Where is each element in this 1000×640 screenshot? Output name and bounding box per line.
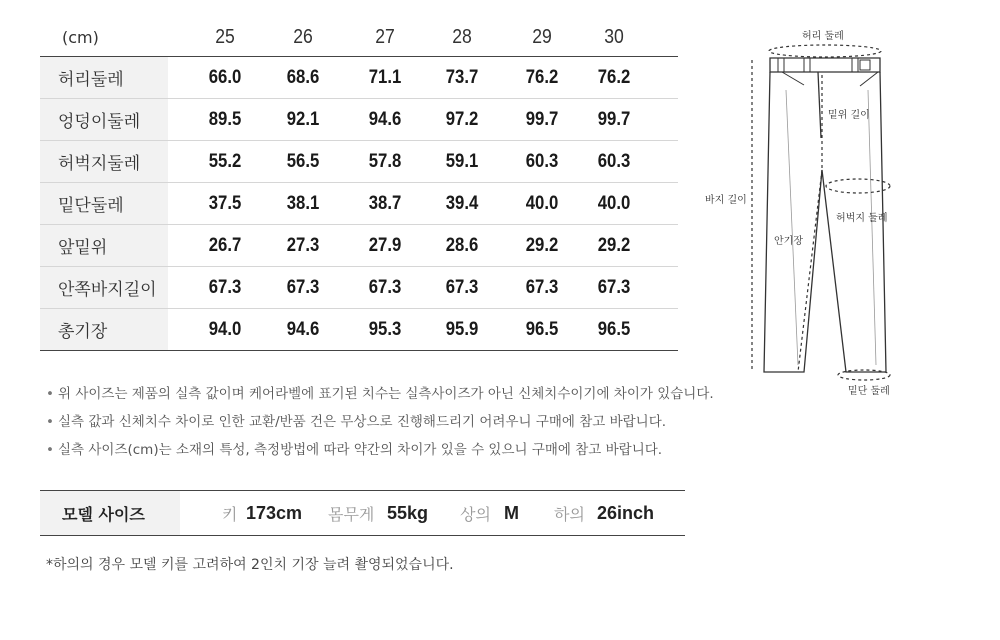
- table-cell: 67.3: [445, 276, 479, 298]
- table-cell: 76.2: [525, 66, 559, 88]
- table-cell: 27.3: [286, 234, 320, 256]
- table-cell: 94.6: [368, 108, 402, 130]
- table-cell: 96.5: [525, 318, 559, 340]
- model-height-value: 173cm: [246, 502, 303, 523]
- table-cell: 94.6: [286, 318, 320, 340]
- table-cell: 66.0: [208, 66, 242, 88]
- diagram-label-waist: 허리 둘레: [802, 31, 844, 42]
- table-cell: 27.9: [368, 234, 402, 256]
- table-cell: 99.7: [597, 108, 631, 130]
- table-row-front-rise: [40, 225, 678, 267]
- size-col-30: 30: [604, 25, 624, 48]
- row-label: 엉덩이둘레: [40, 99, 168, 140]
- table-cell: 67.3: [208, 276, 242, 298]
- row-label: 허벅지둘레: [40, 141, 168, 182]
- table-cell: 40.0: [597, 192, 631, 214]
- note-item: • 실측 값과 신체치수 차이로 인한 교환/반품 건은 무상으로 진행해드리기 어려우니 구매에 참고 바랍니다.: [46, 412, 714, 440]
- table-cell: 38.1: [286, 192, 320, 214]
- table-cell: 37.5: [208, 192, 242, 214]
- diagram-label-thigh: 허벅지 둘레: [836, 213, 888, 224]
- table-row-total-length: [40, 309, 678, 351]
- table-cell: 56.5: [286, 150, 320, 172]
- table-cell: 68.6: [286, 66, 320, 88]
- model-weight-value: 55kg: [387, 502, 429, 523]
- table-row-hip: [40, 99, 678, 141]
- size-col-27: 27: [375, 25, 395, 48]
- table-cell: 29.2: [597, 234, 631, 256]
- table-cell: 95.3: [368, 318, 402, 340]
- model-weight-key: 몸무게: [328, 504, 375, 524]
- table-cell: 67.3: [597, 276, 631, 298]
- table-cell: 57.8: [368, 150, 402, 172]
- model-bottom-value: 26inch: [597, 502, 655, 523]
- diagram-label-length: 바지 길이: [705, 195, 747, 206]
- row-label: 총기장: [40, 309, 168, 350]
- table-row-thigh: [40, 141, 678, 183]
- row-label: 밑단둘레: [40, 183, 168, 224]
- size-table: [40, 18, 678, 351]
- table-cell: 97.2: [445, 108, 479, 130]
- row-label: 허리둘레: [40, 57, 168, 98]
- model-bottom-key: 하의: [554, 504, 585, 524]
- table-cell: 94.0: [208, 318, 242, 340]
- size-header-row: [40, 18, 678, 57]
- diagram-label-hem: 밑단 둘레: [848, 386, 890, 397]
- table-cell: 40.0: [525, 192, 559, 214]
- model-height-key: 키: [222, 504, 238, 524]
- table-cell: 55.2: [208, 150, 242, 172]
- footnote: *하의의 경우 모델 키를 고려하여 2인치 기장 늘려 촬영되었습니다.: [46, 557, 454, 573]
- table-cell: 60.3: [525, 150, 559, 172]
- size-col-26: 26: [293, 25, 313, 48]
- table-cell: 92.1: [286, 108, 320, 130]
- table-cell: 71.1: [368, 66, 402, 88]
- size-col-25: 25: [215, 25, 235, 48]
- table-cell: 38.7: [368, 192, 402, 214]
- size-col-28: 28: [452, 25, 472, 48]
- table-cell: 59.1: [445, 150, 479, 172]
- model-size-info: [40, 490, 685, 536]
- table-row-hem: [40, 183, 678, 225]
- table-cell: 60.3: [597, 150, 631, 172]
- row-label: 안쪽바지길이: [40, 267, 168, 308]
- table-cell: 89.5: [208, 108, 242, 130]
- table-cell: 26.7: [208, 234, 242, 256]
- row-label: 앞밑위: [40, 225, 168, 266]
- model-top-key: 상의: [460, 504, 491, 524]
- table-row-waist: [40, 57, 678, 99]
- table-cell: 67.3: [368, 276, 402, 298]
- table-cell: 28.6: [445, 234, 479, 256]
- table-cell: 95.9: [445, 318, 479, 340]
- table-row-inseam: [40, 267, 678, 309]
- note-item: • 위 사이즈는 제품의 실측 값이며 케어라벨에 표기된 치수는 실측사이즈가 아닌 신체치수이기에 차이가 있습니다.: [46, 384, 714, 412]
- model-top-value: M: [504, 502, 519, 523]
- size-notes: [46, 384, 714, 468]
- table-cell: 67.3: [525, 276, 559, 298]
- diagram-label-inseam: 안기장: [774, 236, 803, 247]
- table-cell: 99.7: [525, 108, 559, 130]
- table-cell: 76.2: [597, 66, 631, 88]
- size-col-29: 29: [532, 25, 552, 48]
- table-cell: 73.7: [445, 66, 479, 88]
- unit-label: (cm): [40, 18, 168, 56]
- table-cell: 29.2: [525, 234, 559, 256]
- table-cell: 67.3: [286, 276, 320, 298]
- note-item: • 실측 사이즈(cm)는 소재의 특성, 측정방법에 따라 약간의 차이가 있을 수 있으니 구매에 참고 바랍니다.: [46, 440, 714, 468]
- model-size-label: 모델 사이즈: [40, 491, 180, 535]
- table-cell: 96.5: [597, 318, 631, 340]
- table-cell: 39.4: [445, 192, 479, 214]
- pants-measurement-diagram: [700, 20, 900, 400]
- diagram-label-rise: 밑위 길이: [828, 110, 870, 121]
